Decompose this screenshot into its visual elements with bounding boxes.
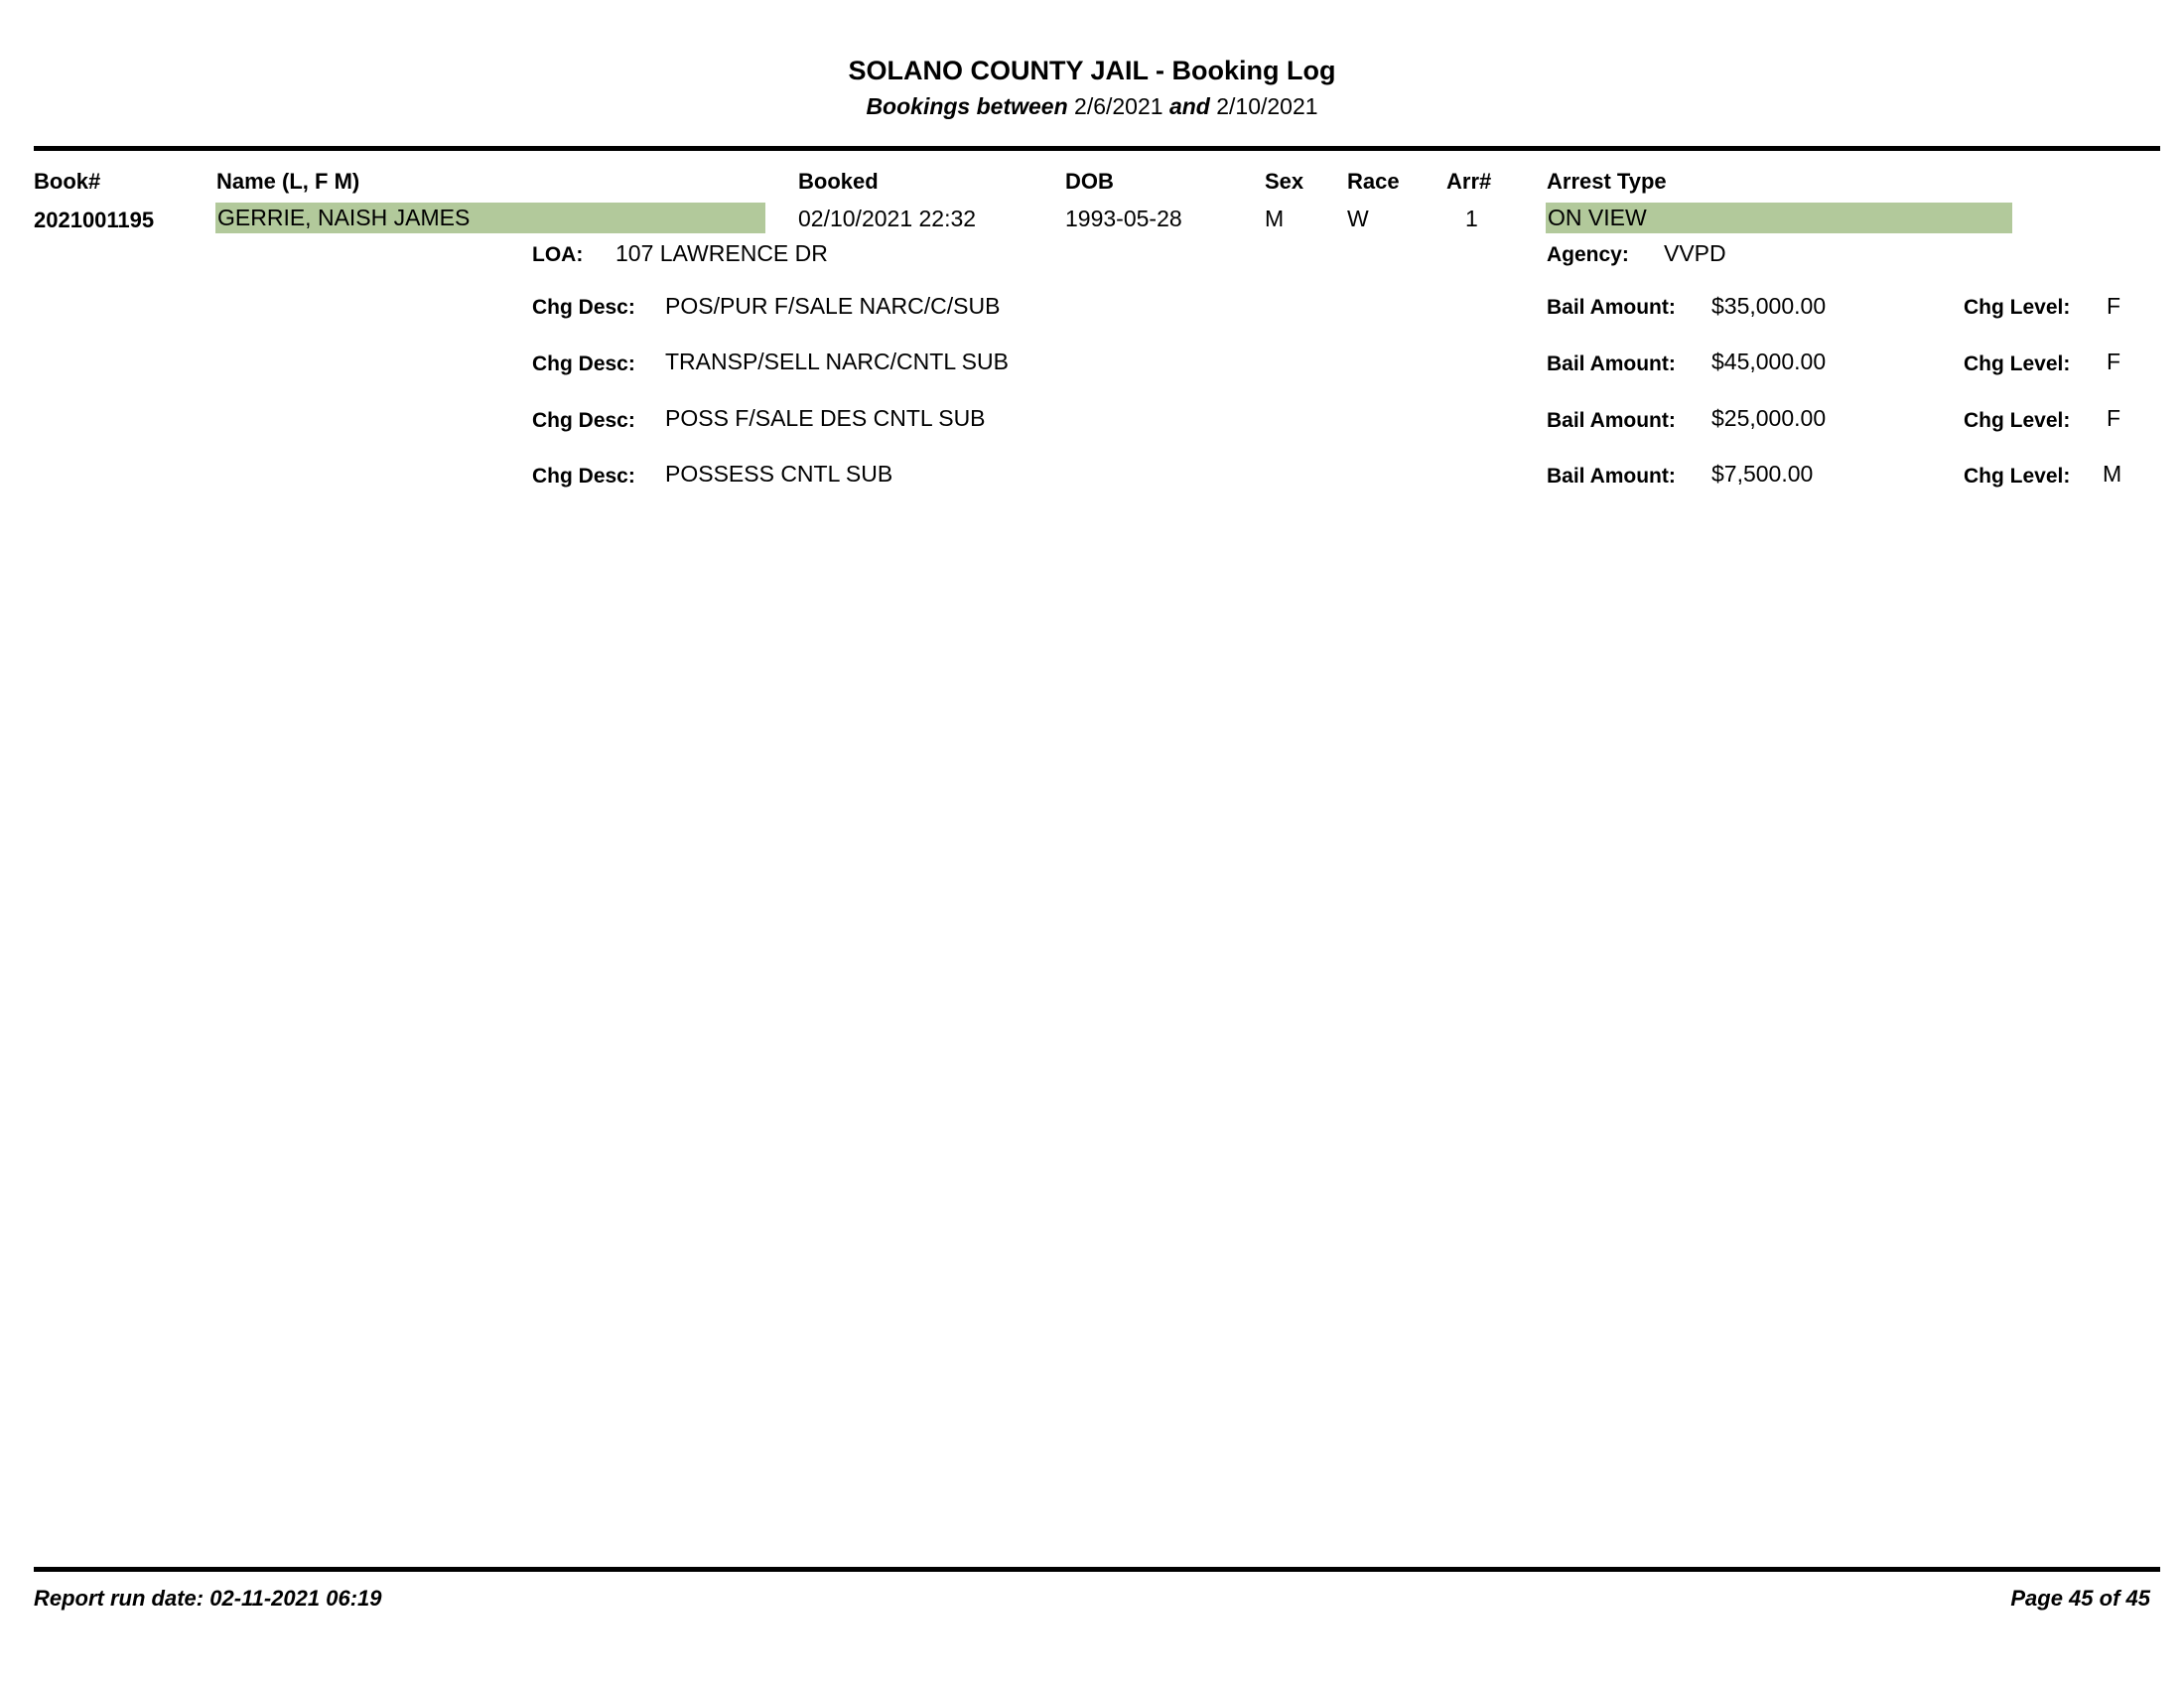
charge-desc-label: Chg Desc: (532, 409, 635, 432)
bail-amount: $7,500.00 (1711, 461, 1814, 487)
charge-desc-label: Chg Desc: (532, 352, 635, 375)
subtitle-and: and (1168, 93, 1210, 119)
column-header-arr: Arr# (1446, 169, 1492, 194)
arrest-number: 1 (1465, 206, 1478, 231)
column-header-arrest-type: Arrest Type (1547, 169, 1667, 194)
column-header-name: Name (L, F M) (216, 169, 360, 194)
column-header-book: Book# (34, 169, 101, 194)
subtitle-prefix: Bookings between (866, 93, 1068, 119)
bail-amount: $35,000.00 (1711, 293, 1827, 319)
footer-divider (34, 1567, 2160, 1572)
column-header-booked: Booked (798, 169, 879, 194)
charge-level-label: Chg Level: (1964, 296, 2071, 319)
bail-amount: $45,000.00 (1711, 349, 1827, 374)
header-divider (34, 146, 2160, 151)
arrest-type-value: ON VIEW (1546, 203, 2012, 233)
page-number: Page 45 of 45 (2010, 1586, 2150, 1611)
agency-value: VVPD (1664, 240, 1726, 266)
bail-amount-label: Bail Amount: (1547, 296, 1676, 319)
charge-level-label: Chg Level: (1964, 409, 2071, 432)
charge-desc: POSSESS CNTL SUB (665, 461, 893, 487)
column-header-sex: Sex (1265, 169, 1304, 194)
report-title: SOLANO COUNTY JAIL - Booking Log (848, 56, 1336, 85)
charge-desc: POSS F/SALE DES CNTL SUB (665, 405, 986, 431)
column-header-dob: DOB (1065, 169, 1114, 194)
charge-desc: TRANSP/SELL NARC/CNTL SUB (665, 349, 1009, 374)
charge-desc-label: Chg Desc: (532, 465, 635, 488)
report-subtitle (0, 93, 2184, 120)
report-run-date: Report run date: 02-11-2021 06:19 (34, 1586, 382, 1611)
start-date: 2/6/2021 (1074, 93, 1163, 119)
end-date: 2/10/2021 (1216, 93, 1318, 119)
bail-amount: $25,000.00 (1711, 405, 1827, 431)
charge-desc: POS/PUR F/SALE NARC/C/SUB (665, 293, 1001, 319)
charge-level: M (2103, 461, 2122, 487)
date-of-birth: 1993-05-28 (1065, 206, 1182, 231)
column-header-race: Race (1347, 169, 1400, 194)
book-number: 2021001195 (34, 208, 155, 232)
race-value: W (1347, 206, 1369, 231)
inmate-name: GERRIE, NAISH JAMES (215, 203, 765, 233)
charge-level: F (2107, 349, 2121, 374)
charge-desc-label: Chg Desc: (532, 296, 635, 319)
loa-value: 107 LAWRENCE DR (615, 240, 828, 266)
loa-label: LOA: (532, 243, 584, 266)
bail-amount-label: Bail Amount: (1547, 409, 1676, 432)
bail-amount-label: Bail Amount: (1547, 352, 1676, 375)
charge-level-label: Chg Level: (1964, 465, 2071, 488)
charge-level-label: Chg Level: (1964, 352, 2071, 375)
bail-amount-label: Bail Amount: (1547, 465, 1676, 488)
agency-label: Agency: (1547, 243, 1629, 266)
sex-value: M (1265, 206, 1285, 231)
charge-level: F (2107, 293, 2121, 319)
charge-level: F (2107, 405, 2121, 431)
booked-datetime: 02/10/2021 22:32 (798, 206, 977, 231)
